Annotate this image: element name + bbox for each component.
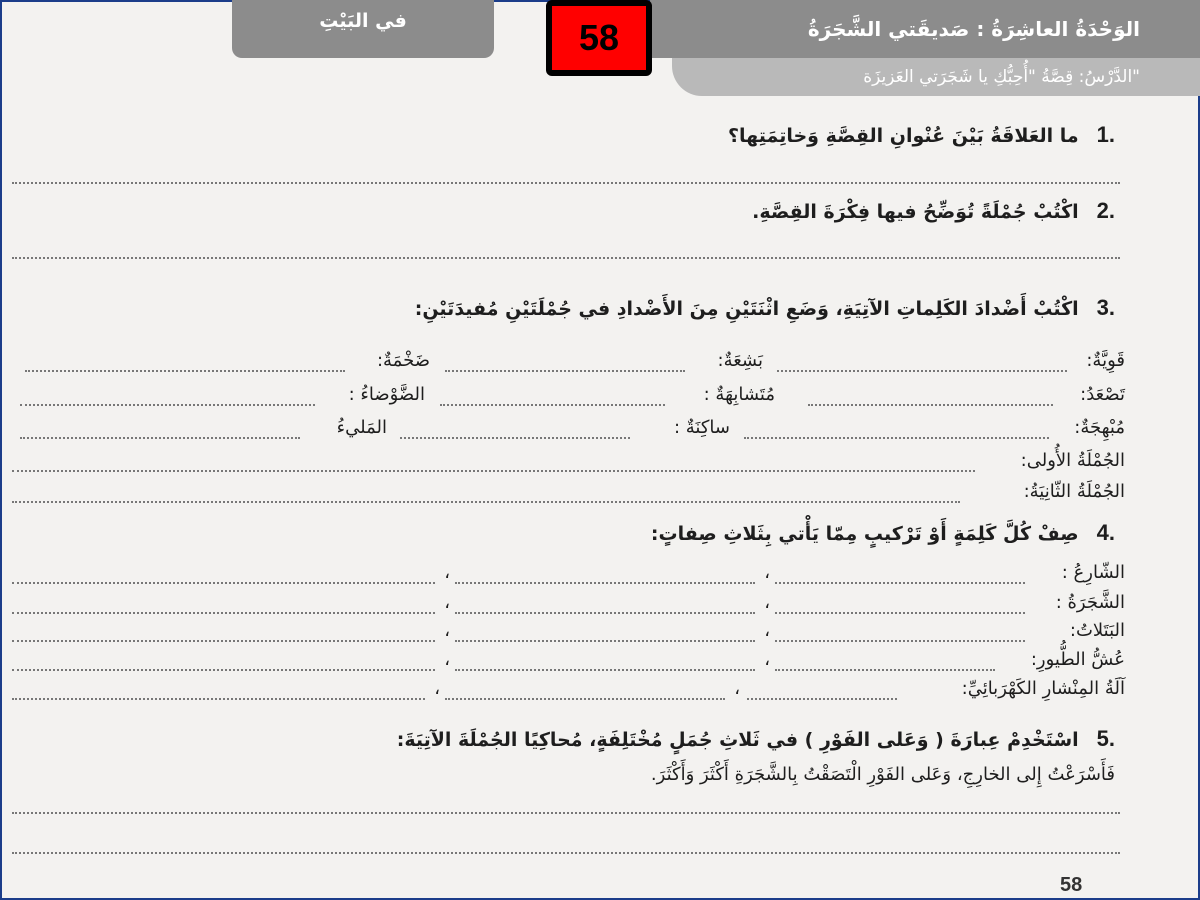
page-number: 58 (1060, 874, 1083, 896)
answer-line[interactable] (20, 404, 315, 406)
answer-line[interactable] (747, 698, 897, 700)
opposites-row-1 (12, 350, 1125, 380)
page-badge-number: 58 (552, 6, 646, 70)
describe-item: آلَةُ المِنْشارِ الكَهْرَبائِيِّ: (961, 678, 1125, 699)
opposite-word: ضَخْمَةٌ: (376, 350, 430, 371)
question-text: اكْتُبْ أَضْدادَ الكَلِماتِ الآتِيَةِ، وَضَعِ اثْنَتَيْنِ مِنَ الأَضْدادِ في جُمْلَتَيْنِ مُفيدَتَيْنِ: (414, 298, 1079, 320)
describe-item: الشّارِعُ : (1061, 562, 1125, 583)
answer-line[interactable] (12, 257, 1120, 259)
answer-line[interactable] (775, 640, 1025, 642)
question-text: صِفْ كُلَّ كَلِمَةٍ أَوْ تَرْكيبٍ مِمّا يَأْتي بِثَلاثِ صِفاتٍ: (650, 523, 1079, 545)
sentence-label: الجُمْلَةُ الأُولى: (1020, 450, 1125, 471)
opposite-word: مُتَشابِهَةٌ : (703, 384, 775, 405)
sample-sentence: فَأَسْرَعْتُ إِلى الخارِجِ، وَعَلى الفَوْرِ الْتَصَقْتُ بِالشَّجَرَةِ أَكْثَرَ وَأَكْثَرَ. (650, 764, 1115, 785)
question-number: 2. (1096, 198, 1115, 223)
answer-line[interactable] (12, 852, 1120, 854)
question-text: اكْتُبْ جُمْلَةً تُوَضِّحُ فيها فِكْرَةَ القِصَّةِ. (752, 201, 1079, 223)
answer-line[interactable] (12, 182, 1120, 184)
answer-line[interactable] (12, 669, 435, 671)
unit-title: الوَحْدَةُ العاشِرَةُ : صَديقَتي الشَّجَرَةُ (807, 17, 1140, 41)
answer-line[interactable] (455, 669, 755, 671)
describe-row (12, 562, 1125, 592)
sentence-row-1 (12, 450, 1125, 480)
answer-line[interactable] (12, 640, 435, 642)
answer-line[interactable] (775, 669, 995, 671)
opposites-row-3 (12, 417, 1125, 447)
describe-item: الشَّجَرَةُ : (1055, 592, 1125, 613)
describe-row (12, 678, 1125, 708)
question-number: 3. (1096, 295, 1115, 320)
home-label: في البَيْتِ (319, 10, 407, 32)
answer-line[interactable] (12, 698, 425, 700)
describe-item: البَتَلاتُ: (1069, 620, 1125, 641)
answer-line[interactable] (455, 612, 755, 614)
opposite-word: الضَّوْضاءُ : (348, 384, 425, 405)
question-number: 4. (1096, 520, 1115, 545)
answer-line[interactable] (744, 437, 1049, 439)
separator: ، (764, 592, 770, 613)
lesson-title: الدَّرْسُ: قِصَّةُ "أُحِبُّكِ يا شَجَرَتي العَزيزَة" (863, 67, 1140, 87)
question-3 (415, 295, 1115, 321)
answer-line[interactable] (455, 640, 755, 642)
separator: ، (444, 649, 450, 670)
question-number: 5. (1096, 726, 1115, 751)
answer-line[interactable] (12, 612, 435, 614)
sentence-label: الجُمْلَةُ الثّانِيَةُ: (1023, 481, 1125, 502)
answer-line[interactable] (808, 404, 1053, 406)
answer-line[interactable] (455, 582, 755, 584)
opposite-word: بَشِعَةٌ: (717, 350, 763, 371)
answer-line[interactable] (440, 404, 665, 406)
answer-line[interactable] (445, 370, 685, 372)
describe-row (12, 620, 1125, 650)
separator: ، (764, 649, 770, 670)
answer-line[interactable] (12, 582, 435, 584)
question-1 (728, 122, 1115, 148)
answer-line[interactable] (12, 501, 960, 503)
question-text: اسْتَخْدِمْ عِبارَةَ ( وَعَلى الفَوْرِ ) في ثَلاثِ جُمَلٍ مُخْتَلِفَةٍ، مُحاكِيًا الجُمْلَةَ الآتِيَةَ: (396, 729, 1079, 751)
separator: ، (444, 620, 450, 641)
answer-line[interactable] (777, 370, 1067, 372)
separator: ، (764, 620, 770, 641)
opposite-word: قَوِيَّةٌ: (1086, 350, 1125, 371)
describe-row (12, 649, 1125, 679)
question-5 (397, 726, 1115, 752)
answer-line[interactable] (12, 470, 975, 472)
separator: ، (444, 562, 450, 583)
separator: ، (764, 562, 770, 583)
describe-row (12, 592, 1125, 622)
answer-line[interactable] (775, 612, 1025, 614)
opposite-word: تَصْعَدُ: (1080, 384, 1125, 405)
answer-line[interactable] (445, 698, 725, 700)
describe-item: عُشُّ الطُّيورِ: (1030, 649, 1125, 670)
answer-line[interactable] (25, 370, 345, 372)
answer-line[interactable] (400, 437, 630, 439)
opposite-word: ساكِنَةٌ : (673, 417, 730, 438)
question-number: 1. (1096, 122, 1115, 147)
question-4 (651, 520, 1115, 546)
opposites-row-2 (12, 384, 1125, 414)
opposite-word: مُبْهِجَةٌ: (1074, 417, 1125, 438)
answer-line[interactable] (20, 437, 300, 439)
separator: ، (734, 678, 740, 699)
opposite-word: المَليءُ (336, 417, 387, 438)
question-text: ما العَلاقَةُ بَيْنَ عُنْوانِ القِصَّةِ وَخاتِمَتِها؟ (728, 125, 1079, 147)
sentence-row-2 (12, 481, 1125, 511)
answer-line[interactable] (12, 812, 1120, 814)
separator: ، (444, 592, 450, 613)
answer-line[interactable] (775, 582, 1025, 584)
separator: ، (434, 678, 440, 699)
question-2 (752, 198, 1115, 224)
